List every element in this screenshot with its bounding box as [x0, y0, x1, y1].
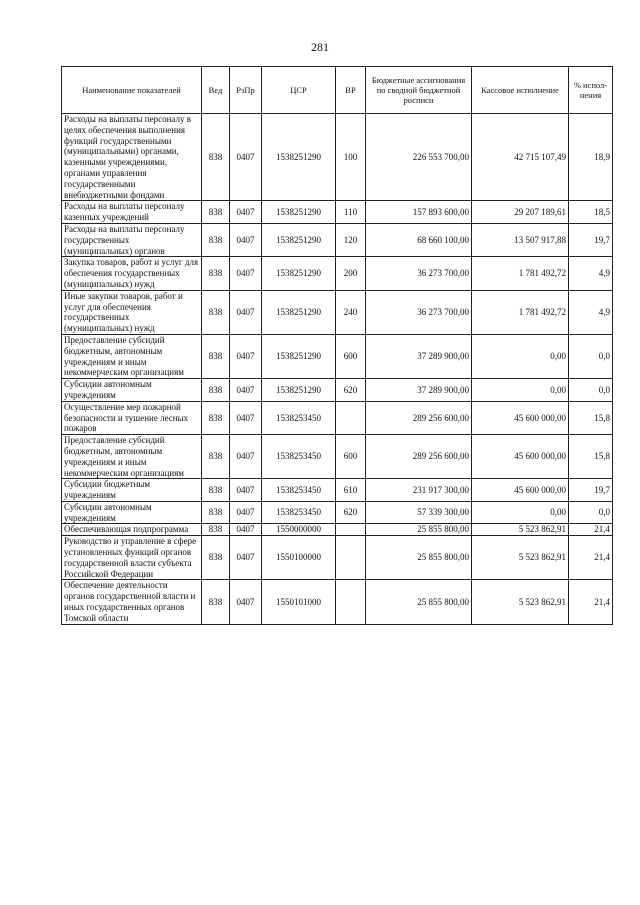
row-execution-percent: 19,7 — [569, 479, 613, 502]
row-name: Расходы на выплаты персоналу в целях обеспечения выполнения функций государственными (муниципальными) органами, казенными учреждениями, органами управления государственными внебюджетными фондами — [62, 114, 202, 201]
row-ved: 838 — [202, 401, 230, 434]
row-cash-execution: 0,00 — [472, 379, 569, 402]
row-rzpr: 0407 — [230, 524, 262, 536]
row-rzpr: 0407 — [230, 479, 262, 502]
row-ved: 838 — [202, 435, 230, 479]
table-header-row — [62, 67, 613, 114]
row-name: Предоставление субсидий бюджетным, автономным учреждениям и иным некоммерческим организациям — [62, 435, 202, 479]
row-vr: 240 — [336, 290, 366, 334]
row-name: Расходы на выплаты персоналу казенных учреждений — [62, 201, 202, 224]
row-csr: 1538251290 — [262, 334, 336, 378]
row-cash-execution: 45 600 000,00 — [472, 435, 569, 479]
row-cash-execution: 13 507 917,88 — [472, 223, 569, 256]
row-name: Обеспечивающая подпрограмма — [62, 524, 202, 536]
row-execution-percent: 18,9 — [569, 114, 613, 201]
row-csr: 1538253450 — [262, 435, 336, 479]
row-ved: 838 — [202, 379, 230, 402]
row-cash-execution: 1 781 492,72 — [472, 257, 569, 290]
row-execution-percent: 21,4 — [569, 536, 613, 580]
row-rzpr: 0407 — [230, 290, 262, 334]
row-rzpr: 0407 — [230, 334, 262, 378]
row-allocations: 57 339 300,00 — [366, 501, 472, 524]
row-execution-percent: 15,8 — [569, 435, 613, 479]
row-allocations: 37 289 900,00 — [366, 379, 472, 402]
row-allocations: 68 660 100,00 — [366, 223, 472, 256]
row-cash-execution: 5 523 862,91 — [472, 580, 569, 624]
row-name: Руководство и управление в сфере установленных функций органов государственной власти субъекта Российской Федерации — [62, 536, 202, 580]
row-csr: 1538251290 — [262, 290, 336, 334]
row-execution-percent: 0,0 — [569, 334, 613, 378]
table-row — [62, 435, 613, 479]
row-rzpr: 0407 — [230, 201, 262, 224]
row-execution-percent: 0,0 — [569, 379, 613, 402]
row-vr: 620 — [336, 501, 366, 524]
row-name: Субсидии бюджетным учреждениям — [62, 479, 202, 502]
row-allocations: 289 256 600,00 — [366, 435, 472, 479]
row-name: Расходы на выплаты персоналу государственных (муниципальных) органов — [62, 223, 202, 256]
row-cash-execution: 45 600 000,00 — [472, 401, 569, 434]
row-name: Субсидии автономным учреждениям — [62, 501, 202, 524]
row-csr: 1538251290 — [262, 379, 336, 402]
row-name: Закупка товаров, работ и услуг для обеспечения государственных (муниципальных) нужд — [62, 257, 202, 290]
row-name: Осуществление мер пожарной безопасности и тушение лесных пожаров — [62, 401, 202, 434]
row-allocations: 37 289 900,00 — [366, 334, 472, 378]
table-row — [62, 536, 613, 580]
row-csr: 1538251290 — [262, 114, 336, 201]
row-rzpr: 0407 — [230, 580, 262, 624]
row-vr: 100 — [336, 114, 366, 201]
table-row — [62, 201, 613, 224]
row-rzpr: 0407 — [230, 379, 262, 402]
row-allocations: 226 553 700,00 — [366, 114, 472, 201]
row-vr — [336, 524, 366, 536]
row-allocations: 36 273 700,00 — [366, 257, 472, 290]
page-number: 281 — [311, 40, 329, 54]
row-rzpr: 0407 — [230, 223, 262, 256]
column-header-execution-percent: % испол-нения — [569, 67, 613, 114]
row-allocations: 25 855 800,00 — [366, 536, 472, 580]
row-allocations: 25 855 800,00 — [366, 580, 472, 624]
row-vr: 610 — [336, 479, 366, 502]
row-name: Предоставление субсидий бюджетным, автономным учреждениям и иным некоммерческим организациям — [62, 334, 202, 378]
row-vr — [336, 580, 366, 624]
column-header-allocations: Бюджетные ассигнования по сводной бюджетной росписи — [366, 67, 472, 114]
row-csr: 1550101000 — [262, 580, 336, 624]
table-row — [62, 379, 613, 402]
row-cash-execution: 0,00 — [472, 501, 569, 524]
row-execution-percent: 21,4 — [569, 580, 613, 624]
row-rzpr: 0407 — [230, 114, 262, 201]
column-header-vr: ВР — [336, 67, 366, 114]
row-cash-execution: 45 600 000,00 — [472, 479, 569, 502]
row-vr: 120 — [336, 223, 366, 256]
row-ved: 838 — [202, 223, 230, 256]
row-cash-execution: 0,00 — [472, 334, 569, 378]
row-allocations: 157 893 600,00 — [366, 201, 472, 224]
row-cash-execution: 42 715 107,49 — [472, 114, 569, 201]
row-name: Иные закупки товаров, работ и услуг для обеспечения государственных (муниципальных) нужд — [62, 290, 202, 334]
column-header-ved: Вед — [202, 67, 230, 114]
row-rzpr: 0407 — [230, 435, 262, 479]
row-vr: 600 — [336, 435, 366, 479]
row-ved: 838 — [202, 201, 230, 224]
row-rzpr: 0407 — [230, 257, 262, 290]
table-row — [62, 401, 613, 434]
row-ved: 838 — [202, 257, 230, 290]
row-ved: 838 — [202, 524, 230, 536]
row-vr: 200 — [336, 257, 366, 290]
row-ved: 838 — [202, 501, 230, 524]
row-ved: 838 — [202, 536, 230, 580]
row-allocations: 289 256 600,00 — [366, 401, 472, 434]
row-allocations: 25 855 800,00 — [366, 524, 472, 536]
table-row — [62, 334, 613, 378]
row-csr: 1538251290 — [262, 223, 336, 256]
row-cash-execution: 29 207 189,61 — [472, 201, 569, 224]
row-execution-percent: 4,9 — [569, 290, 613, 334]
row-csr: 1538253450 — [262, 401, 336, 434]
row-execution-percent: 21,4 — [569, 524, 613, 536]
row-ved: 838 — [202, 580, 230, 624]
row-ved: 838 — [202, 334, 230, 378]
row-execution-percent: 15,8 — [569, 401, 613, 434]
table-row — [62, 290, 613, 334]
column-header-cash-execution: Кассовое исполнение — [472, 67, 569, 114]
table-row — [62, 479, 613, 502]
row-csr: 1538251290 — [262, 257, 336, 290]
row-vr — [336, 536, 366, 580]
column-header-csr: ЦСР — [262, 67, 336, 114]
table-row — [62, 501, 613, 524]
row-allocations: 231 917 300,00 — [366, 479, 472, 502]
row-name: Обеспечение деятельности органов государственной власти и иных государственных органов Томской области — [62, 580, 202, 624]
row-allocations: 36 273 700,00 — [366, 290, 472, 334]
row-rzpr: 0407 — [230, 536, 262, 580]
table-row — [62, 223, 613, 256]
row-cash-execution: 5 523 862,91 — [472, 536, 569, 580]
budget-table — [61, 66, 613, 625]
row-execution-percent: 19,7 — [569, 223, 613, 256]
row-rzpr: 0407 — [230, 501, 262, 524]
row-vr: 110 — [336, 201, 366, 224]
row-rzpr: 0407 — [230, 401, 262, 434]
row-ved: 838 — [202, 290, 230, 334]
row-execution-percent: 4,9 — [569, 257, 613, 290]
row-vr: 620 — [336, 379, 366, 402]
row-ved: 838 — [202, 114, 230, 201]
row-cash-execution: 5 523 862,91 — [472, 524, 569, 536]
row-csr: 1538251290 — [262, 201, 336, 224]
table-body — [62, 114, 613, 625]
table-row — [62, 114, 613, 201]
row-execution-percent: 18,5 — [569, 201, 613, 224]
row-name: Субсидии автономным учреждениям — [62, 379, 202, 402]
row-vr: 600 — [336, 334, 366, 378]
row-csr: 1550000000 — [262, 524, 336, 536]
table-row — [62, 524, 613, 536]
row-csr: 1538253450 — [262, 501, 336, 524]
row-csr: 1550100000 — [262, 536, 336, 580]
table-row — [62, 580, 613, 624]
column-header-rzpr: РзПр — [230, 67, 262, 114]
row-cash-execution: 1 781 492,72 — [472, 290, 569, 334]
column-header-name: Наименование показателей — [62, 67, 202, 114]
row-vr — [336, 401, 366, 434]
row-execution-percent: 0,0 — [569, 501, 613, 524]
row-ved: 838 — [202, 479, 230, 502]
row-csr: 1538253450 — [262, 479, 336, 502]
table-row — [62, 257, 613, 290]
